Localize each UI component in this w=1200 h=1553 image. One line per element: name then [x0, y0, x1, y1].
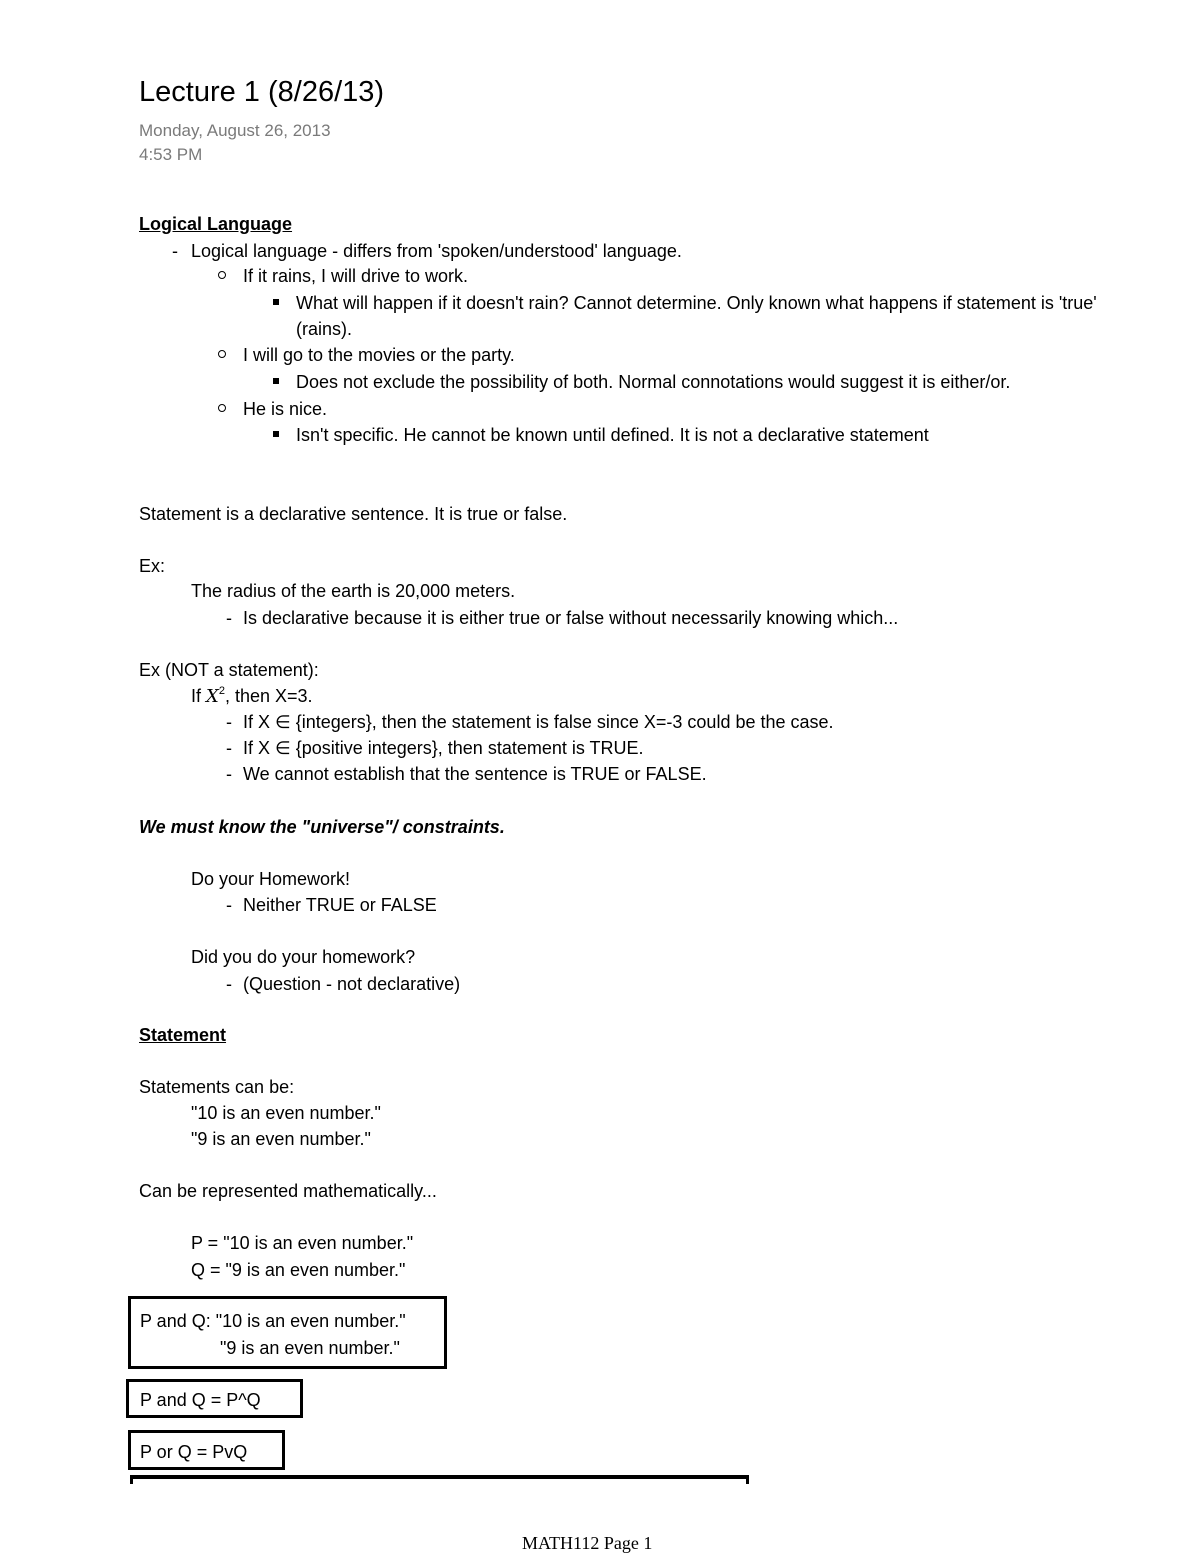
equation-prefix: If: [191, 686, 207, 706]
list-item: If X ∈ {positive integers}, then statement is TRUE.: [243, 738, 644, 758]
page-date: Monday, August 26, 2013: [139, 121, 331, 140]
statement-definition: Statement is a declarative sentence. It is true or false.: [139, 504, 568, 524]
p-definition: P = "10 is an even number.": [191, 1233, 414, 1253]
circle-bullet-icon: [218, 350, 226, 358]
square-bullet-icon: [273, 299, 279, 305]
equation-suffix: , then X=3.: [224, 686, 313, 706]
list-item-continuation: (rains).: [296, 319, 353, 339]
list-item: Does not exclude the possibility of both. Normal connotations would suggest it is either/or.: [296, 372, 1011, 392]
example-label: Ex (NOT a statement):: [139, 660, 319, 680]
and-definition: P and Q = P^Q: [140, 1390, 261, 1410]
list-item: Logical language - differs from 'spoken/understood' language.: [191, 241, 682, 261]
q-definition: Q = "9 is an even number.": [191, 1260, 406, 1280]
section-heading-logical-language: Logical Language: [139, 214, 293, 234]
dash-bullet: -: [172, 241, 178, 261]
circle-bullet-icon: [218, 404, 226, 412]
example-sentence: The radius of the earth is 20,000 meters.: [191, 581, 516, 601]
list-item: I will go to the movies or the party.: [243, 345, 515, 365]
page-title: Lecture 1 (8/26/13): [139, 76, 385, 108]
p-and-q-line2: "9 is an even number.": [220, 1338, 400, 1358]
p-and-q-box: [128, 1296, 447, 1369]
circle-bullet-icon: [218, 271, 226, 279]
question-example: Did you do your homework?: [191, 947, 416, 967]
page-time: 4:53 PM: [139, 145, 203, 164]
dash-bullet: -: [226, 608, 232, 628]
command-example: Do your Homework!: [191, 869, 351, 889]
dash-bullet: -: [226, 712, 232, 732]
square-bullet-icon: [273, 378, 279, 384]
example-sentence: [191, 686, 313, 707]
list-item: He is nice.: [243, 399, 328, 419]
list-item: What will happen if it doesn't rain? Cannot determine. Only known what happens if statement is 'true': [296, 293, 1097, 313]
square-bullet-icon: [273, 431, 279, 437]
list-item: If it rains, I will drive to work.: [243, 266, 469, 286]
page-footer: MATH112 Page 1: [522, 1533, 653, 1553]
cutoff-box-top-edge: [130, 1475, 749, 1479]
cutoff-box-right-edge: [746, 1475, 749, 1484]
dash-bullet: -: [226, 738, 232, 758]
section-heading-statement: Statement: [139, 1025, 227, 1045]
statement-example: "10 is an even number.": [191, 1103, 381, 1123]
list-item: Is declarative because it is either true or false without necessarily knowing which...: [243, 608, 899, 628]
math-intro: Can be represented mathematically...: [139, 1181, 437, 1201]
equation-variable: X: [206, 686, 219, 707]
statements-intro: Statements can be:: [139, 1077, 295, 1097]
or-definition: P or Q = PvQ: [140, 1442, 248, 1462]
p-and-q-line1: P and Q: "10 is an even number.": [140, 1311, 406, 1331]
cutoff-box-left-edge: [130, 1475, 133, 1484]
list-item: Isn't specific. He cannot be known until defined. It is not a declarative statement: [296, 425, 929, 445]
list-item: We cannot establish that the sentence is TRUE or FALSE.: [243, 764, 707, 784]
list-item: (Question - not declarative): [243, 974, 461, 994]
dash-bullet: -: [226, 895, 232, 915]
list-item: If X ∈ {integers}, then the statement is false since X=-3 could be the case.: [243, 712, 834, 732]
list-item: Neither TRUE or FALSE: [243, 895, 437, 915]
equation-exponent: 2: [218, 685, 225, 697]
dash-bullet: -: [226, 974, 232, 994]
dash-bullet: -: [226, 764, 232, 784]
universe-note: We must know the "universe"/ constraints.: [139, 817, 505, 837]
statement-example: "9 is an even number.": [191, 1129, 371, 1149]
example-label: Ex:: [139, 556, 166, 576]
